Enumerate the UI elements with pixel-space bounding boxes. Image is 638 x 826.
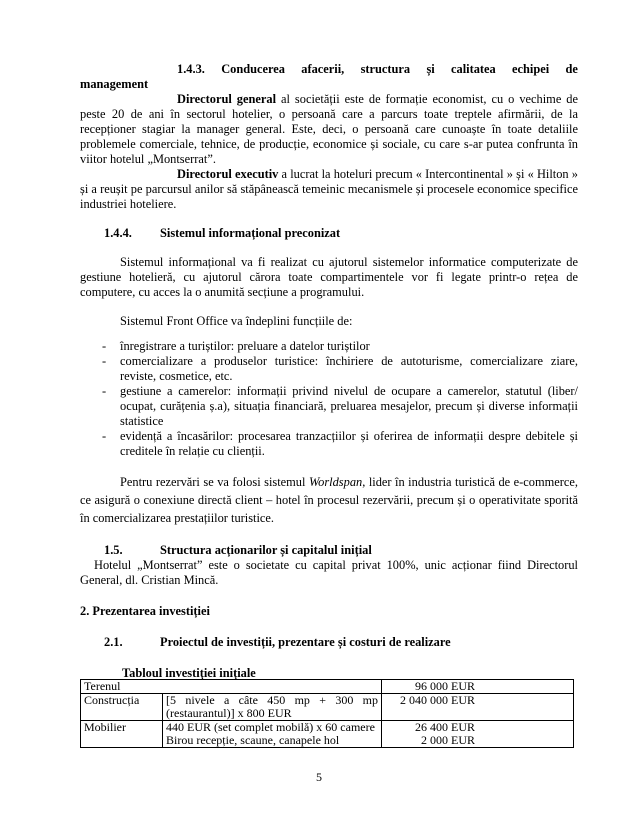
- heading-1-4-3: 1.4.3. Conducerea afacerii, structura și calitatea echipei de: [177, 62, 578, 76]
- table-cell: Birou recepție, scaune, canapele hol: [163, 734, 382, 748]
- paragraph-director-executiv: Directorul executiv a lucrat la hoteluri precum « Intercontinental » și « Hilton » și a reușit pe parcursul anilor să stăpânească temeinic mecanismele și procesele economice specifice industriei hoteliere.: [80, 167, 578, 211]
- list-item: - evidență a încasărilor: procesarea tranzacțiilor și oferirea de informații despre debitele și creditele în relație cu clienții.: [80, 429, 578, 459]
- table-row: [81, 680, 574, 694]
- paragraph-front-office: Sistemul Front Office va îndeplini funcțiile de:: [120, 314, 353, 328]
- front-office-list: [80, 339, 578, 459]
- investment-table: [80, 679, 574, 748]
- page-number: 5: [316, 770, 322, 784]
- heading-1-5: 1.5. Structura acționarilor și capitalul inițial: [104, 543, 372, 557]
- heading-2-1: 2.1. Proiectul de investiții, prezentare și costuri de realizare: [104, 635, 451, 649]
- list-item: - gestiune a camerelor: informații privind nivelul de ocupare a camerelor, statutul (liber/ ocupat, curățenia ș.a), situația financiară, preluarea mesajelor, precum și diverse informații statistice: [80, 384, 578, 429]
- table-cell: 96 000 EUR: [382, 680, 574, 694]
- table-cell: 2 000 EUR: [382, 734, 574, 748]
- table-row: [81, 694, 574, 721]
- paragraph-sistem-informational: Sistemul informațional va fi realizat cu ajutorul sistemelor informatice computerizate de gestiune hotelieră, cu ajutorul cărora toate compartimentele vor fi legate printr-o rețea de computere, cu acces la o anumită secțiune a programului.: [80, 255, 578, 299]
- table-cell: [5 nivele a câte 450 mp + 300 mp (restaurantul)] x 800 EUR: [163, 694, 382, 721]
- table-cell: 26 400 EUR: [382, 721, 574, 735]
- table-title: Tabloul investiției inițiale: [122, 666, 256, 680]
- heading-number: 1.4.3.: [177, 62, 205, 76]
- paragraph-director-general: Directorul general al societății este de formație economist, cu o vechime de peste 20 de ani în sectorul hotelier, o persoană care a parcurs toate treptele afirmării, de la recepționer stagiar la manager general. Este, deci, o persoană care cunoaște în toate detaliile problemele comerciale, tehnice, de producție, economice și sociale, cu care s-ar putea confrunta în viitor hotelul „Montserrat”.: [80, 92, 578, 166]
- paragraph-worldspan: Pentru rezervări se va folosi sistemul Worldspan, lider în industria turistică de e-commerce, ce asigură o conexiune directă client – hotel în procesul rezervării, precum și o operativitate sporită în comercializarea prestațiilor turistice.: [80, 475, 578, 525]
- table-cell: Terenul: [81, 680, 382, 694]
- list-item: - comercializare a produselor turistice: închiriere de autoturisme, comercializare ziare, reviste, cosmetice, etc.: [80, 354, 578, 384]
- table-cell: Mobilier: [81, 721, 163, 748]
- list-item: - înregistrare a turiștilor: preluare a datelor turiștilor: [80, 339, 578, 354]
- heading-continuation: management: [80, 77, 149, 91]
- heading-2: 2. Prezentarea investiției: [80, 604, 210, 618]
- table-row: [81, 721, 574, 735]
- table-cell: Construcția: [81, 694, 163, 721]
- document-page: [80, 62, 578, 681]
- heading-1-4-4: 1.4.4. Sistemul informațional preconizat: [104, 226, 341, 240]
- table-cell: 440 EUR (set complet mobilă) x 60 camere: [163, 721, 382, 735]
- paragraph-actionari: Hotelul „Montserrat” este o societate cu capital privat 100%, unic acționar fiind Directorul General, dl. Cristian Mincă.: [80, 558, 578, 587]
- table-cell: 2 040 000 EUR: [382, 694, 574, 721]
